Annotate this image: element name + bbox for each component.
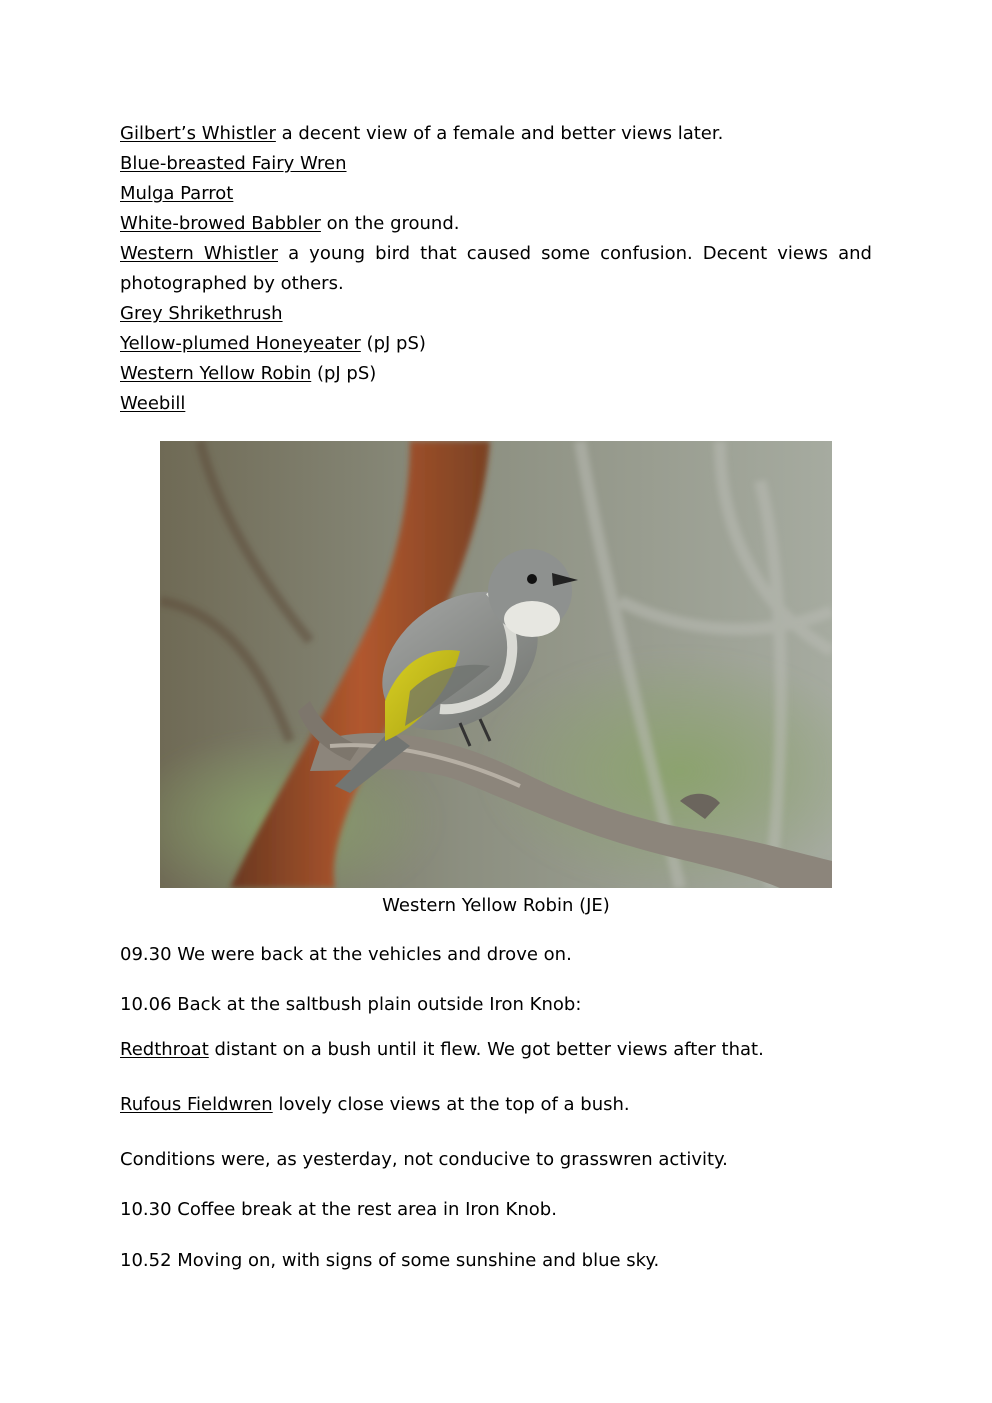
species-list (120, 119, 872, 419)
species-entry (120, 179, 872, 209)
bird-name: Weebill (120, 393, 186, 414)
bird-note: (pJ pS) (311, 363, 377, 384)
species-entry (120, 1037, 872, 1063)
bird-note: (pJ pS) (360, 333, 426, 354)
bird-note: distant on a bush until it flew. We got better views after that. (208, 1039, 764, 1060)
species-entry (120, 359, 872, 389)
log-entry: 09.30 We were back at the vehicles and drove on. (120, 944, 572, 965)
log-entry: Conditions were, as yesterday, not conducive to grasswren activity. (120, 1149, 728, 1170)
species-entry (120, 119, 872, 149)
bird-note: a young bird that caused some confusion. Decent views and photographed by others. (120, 243, 872, 294)
species-entry (120, 389, 872, 419)
robin-photo (160, 441, 832, 888)
bird-name: Blue-breasted Fairy Wren (120, 153, 347, 174)
photo-caption: Western Yellow Robin (JE) (382, 895, 610, 916)
log-entry: 10.52 Moving on, with signs of some sunshine and blue sky. (120, 1250, 660, 1271)
species-section (120, 119, 872, 419)
species-entry (120, 329, 872, 359)
species-entry (120, 209, 872, 239)
bird-note: lovely close views at the top of a bush. (272, 1094, 630, 1115)
species-entry (120, 1092, 872, 1118)
robin-photo-illustration (160, 441, 832, 888)
log-entry: 10.30 Coffee break at the rest area in Iron Knob. (120, 1199, 557, 1220)
bird-name: White-browed Babbler (120, 213, 321, 234)
bird-name: Grey Shrikethrush (120, 303, 283, 324)
bird-note: a decent view of a female and better views later. (275, 123, 724, 144)
bird-note: on the ground. (320, 213, 460, 234)
bird-name: Gilbert’s Whistler (120, 123, 276, 144)
bird-name: Yellow-plumed Honeyeater (120, 333, 361, 354)
species-entry (120, 299, 872, 329)
log-entry: 10.06 Back at the saltbush plain outside Iron Knob: (120, 994, 582, 1015)
species-entry (120, 239, 872, 299)
bird-name: Western Yellow Robin (120, 363, 312, 384)
bird-name: Western Whistler (120, 243, 279, 264)
bird-name: Rufous Fieldwren (120, 1094, 273, 1115)
bird-name: Mulga Parrot (120, 183, 234, 204)
bird-name: Redthroat (120, 1039, 209, 1060)
species-entry (120, 149, 872, 179)
